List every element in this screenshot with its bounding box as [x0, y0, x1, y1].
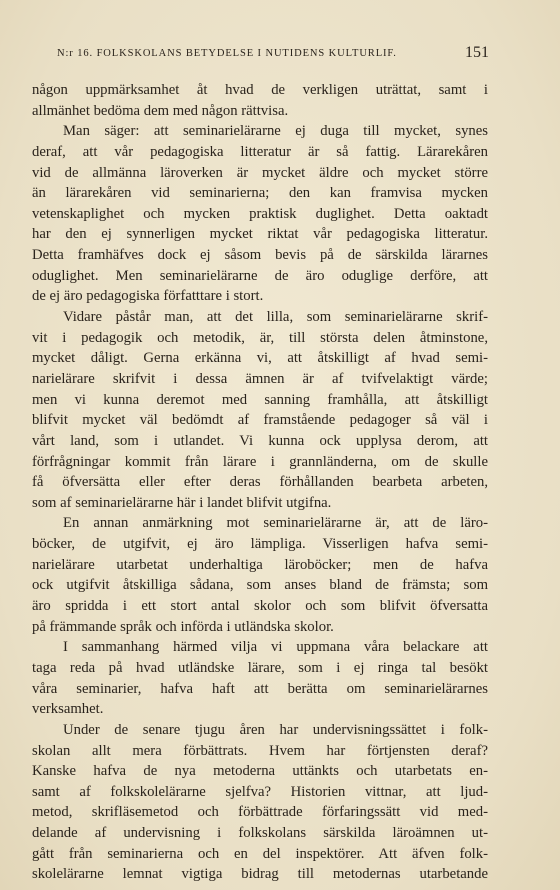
page-header [57, 44, 489, 64]
text-line: skolan allt mera förbättrats. Hvem har förtjensten deraf? [32, 742, 488, 759]
text-line: äro spridda i ett stort antal skolor och som blifvit öfversatta [32, 598, 488, 615]
text-line: våra seminarier, hafva haft att berätta om seminarielärarnes [32, 680, 488, 697]
text-line: En annan anmärkning mot seminarielärarne är, att de läro- [63, 515, 488, 532]
text-line: Under de senare tjugu åren har undervisningssättet i folk- [63, 721, 488, 738]
text-line: skolelärarne lemnat vigtiga bidrag till metodernas utarbetande [32, 866, 488, 883]
text-line: delande af undervisning i folkskolans särskilda läroämnen ut- [32, 825, 488, 842]
text-line: vit i pedagogik och metodik, är, till största delen åtminstone, [32, 329, 488, 346]
text-line: men vi kunna deremot med sanning framhålla, att åtskilligt [32, 391, 488, 408]
text-line: I sammanhang härmed vilja vi uppmana våra belackare att [63, 639, 488, 656]
running-head: N:r 16. FOLKSKOLANS BETYDELSE I NUTIDENS KULTURLIF. [57, 48, 397, 59]
text-line: vårt land, som i utlandet. Vi kunna ock upplysa derom, att [32, 432, 488, 449]
text-line: verksamhet. [32, 701, 104, 718]
text-line: de ej äro pedagogiska författtare i stort. [32, 288, 264, 305]
text-line: Kanske hafva de nya metoderna uttänkts och utarbetats en- [32, 763, 488, 780]
text-line: få öfversätta eller efter deras förhållanden bearbeta arbeten, [32, 474, 488, 491]
text-line: mycket dåligt. Gerna erkänna vi, att åtskilligt af hvad semi- [32, 350, 488, 367]
text-line: någon uppmärksamhet åt hvad de verkligen uträttat, samt i [32, 82, 488, 98]
text-line: Vidare påstår man, att det lilla, som seminarielärarne skrif- [63, 309, 488, 326]
text-line: Man säger: att seminarielärarne ej duga till mycket, synes [63, 123, 488, 140]
text-line: vetenskaplighet och mycken praktisk duglighet. Detta oaktadt [32, 205, 488, 222]
text-line: förfrågningar kommit från lärare i grannländerna, om de skulle [32, 453, 488, 470]
text-line: blifvit mycket väl bedömdt af framstående pedagoger så väl i [32, 412, 488, 429]
text-line: allmänhet bedöma dem med någon rättvisa. [32, 102, 289, 119]
text-line: vid de allmänna läroverken är mycket äldre och mycket större [32, 164, 488, 181]
text-line: samt af folkskolelärarne sjelfva? Historien vittnar, att ljud- [32, 783, 488, 800]
text-line: taga reda på hvad utländske lärare, som i ej ringa tal besökt [32, 659, 488, 676]
page-number: 151 [465, 44, 489, 61]
body-text [32, 80, 488, 885]
text-line: på främmande språk och införda i utländska skolor. [32, 618, 334, 635]
text-line: än lärarekåren vid seminarierna; den kan framvisa mycken [32, 185, 488, 202]
text-line: ock utgifvit åtskilliga sådana, som anses bland de främsta; som [32, 577, 488, 594]
text-line: oduglighet. Men seminarielärarne de äro oduglige derföre, att [32, 267, 488, 284]
text-line: narielärare skrifvit i dessa ämnen är af tvifvelaktigt värde; [32, 370, 488, 387]
text-line: metod, skrifläsemetod och förbättrade förfaringssätt vid med- [32, 804, 488, 821]
text-line: som af seminarielärarne här i landet blifvit utgifna. [32, 494, 332, 511]
text-line: böcker, de utgifvit, ej äro lämpliga. Visserligen hafva semi- [32, 536, 488, 553]
text-line: har den ej synnerligen mycket riktat vår pedagogiska litteratur. [32, 226, 488, 243]
text-line: gått från seminarierna och en del inspektörer. Att äfven folk- [32, 845, 488, 862]
text-line: deraf, att vår pedagogiska litteratur är så fattig. Lärarekåren [32, 143, 488, 160]
text-line: Detta framhäfves dock ej såsom bevis på de särskilda lärarnes [32, 247, 488, 264]
text-line: narielärare utarbetat underhaltiga läroböcker; men de hafva [32, 556, 488, 573]
